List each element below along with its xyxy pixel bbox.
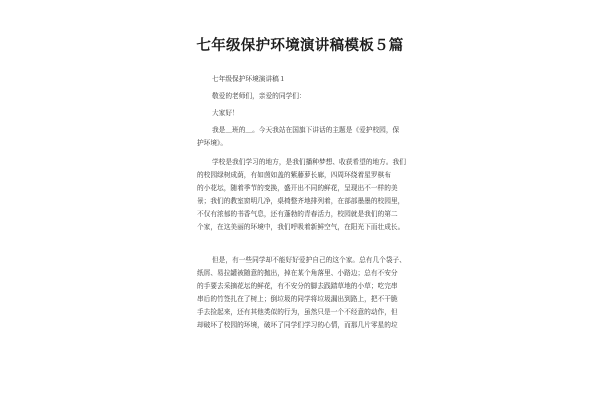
paragraph-2 — [197, 158, 406, 232]
paragraph-1-cont — [197, 139, 227, 148]
paragraph-line: 但是，有一些同学却不能好好爱护自己的这个家。总有几个袋子、 — [212, 256, 406, 264]
paragraph-line: 却破坏了校园的环境，破坏了同学们学习的心情，而那几片零星的垃 — [197, 321, 398, 329]
document-title: 七年级保护环境演讲稿模板５篇 — [196, 38, 404, 54]
paragraph-line: 手去捡起来，还有其他类似的行为，虽然只是一个不经意的动作，但 — [197, 308, 398, 316]
paragraph-line: 景；我们的教室窗明几净，桌椅整齐地排列着，在部部墨墨的校园里， — [197, 197, 405, 205]
paragraph-1 — [212, 126, 399, 135]
paragraph-line: 纸屑、易拉罐被随意的抛出，掉在某个角落里、小路边；总有不安分 — [197, 269, 398, 277]
hello-line: 大家好！ — [212, 109, 239, 117]
paragraph-line: 我是＿班的＿。今天我站在国旗下讲话的主题是《爱护校园，保 — [212, 126, 400, 134]
paragraph-line: 护环境》。 — [197, 139, 228, 147]
paragraph-line: 的校园绿树成荫，有如茵如盖的紫藤萝长廊，四周环绕着星罗棋布 — [197, 171, 391, 179]
paragraph-line: 学校是我们学习的地方，是我们播种梦想、收获希望的地方。我们 — [212, 158, 406, 166]
greeting-line: 敬爱的老师们，亲爱的同学们： — [212, 92, 306, 100]
paragraph-line: 的小花坛，随着季节的变换，盛开出不同的鲜花，呈现出不一样的美 — [197, 184, 398, 192]
paragraph-line: 的手要去采摘花坛的鲜花，有不安分的脚去践踏草地的小草；吃完串 — [197, 282, 398, 290]
paragraph-line: 个家，在这美丽的环境中，我们呼吸着新鲜空气，在阳光下而壮成长。 — [197, 223, 405, 231]
paragraph-3 — [197, 256, 406, 330]
subheading: 七年级保护环境演讲稿１ — [212, 75, 286, 83]
paragraph-line: 串后的竹签扎在了树上；倒垃圾的同学将垃圾漏出到路上，把不干脆 — [197, 295, 398, 303]
paragraph-line: 不仅有浓郁的书香气息，还有蓬勃的青春活力，校园就是我们的第二 — [197, 210, 398, 218]
